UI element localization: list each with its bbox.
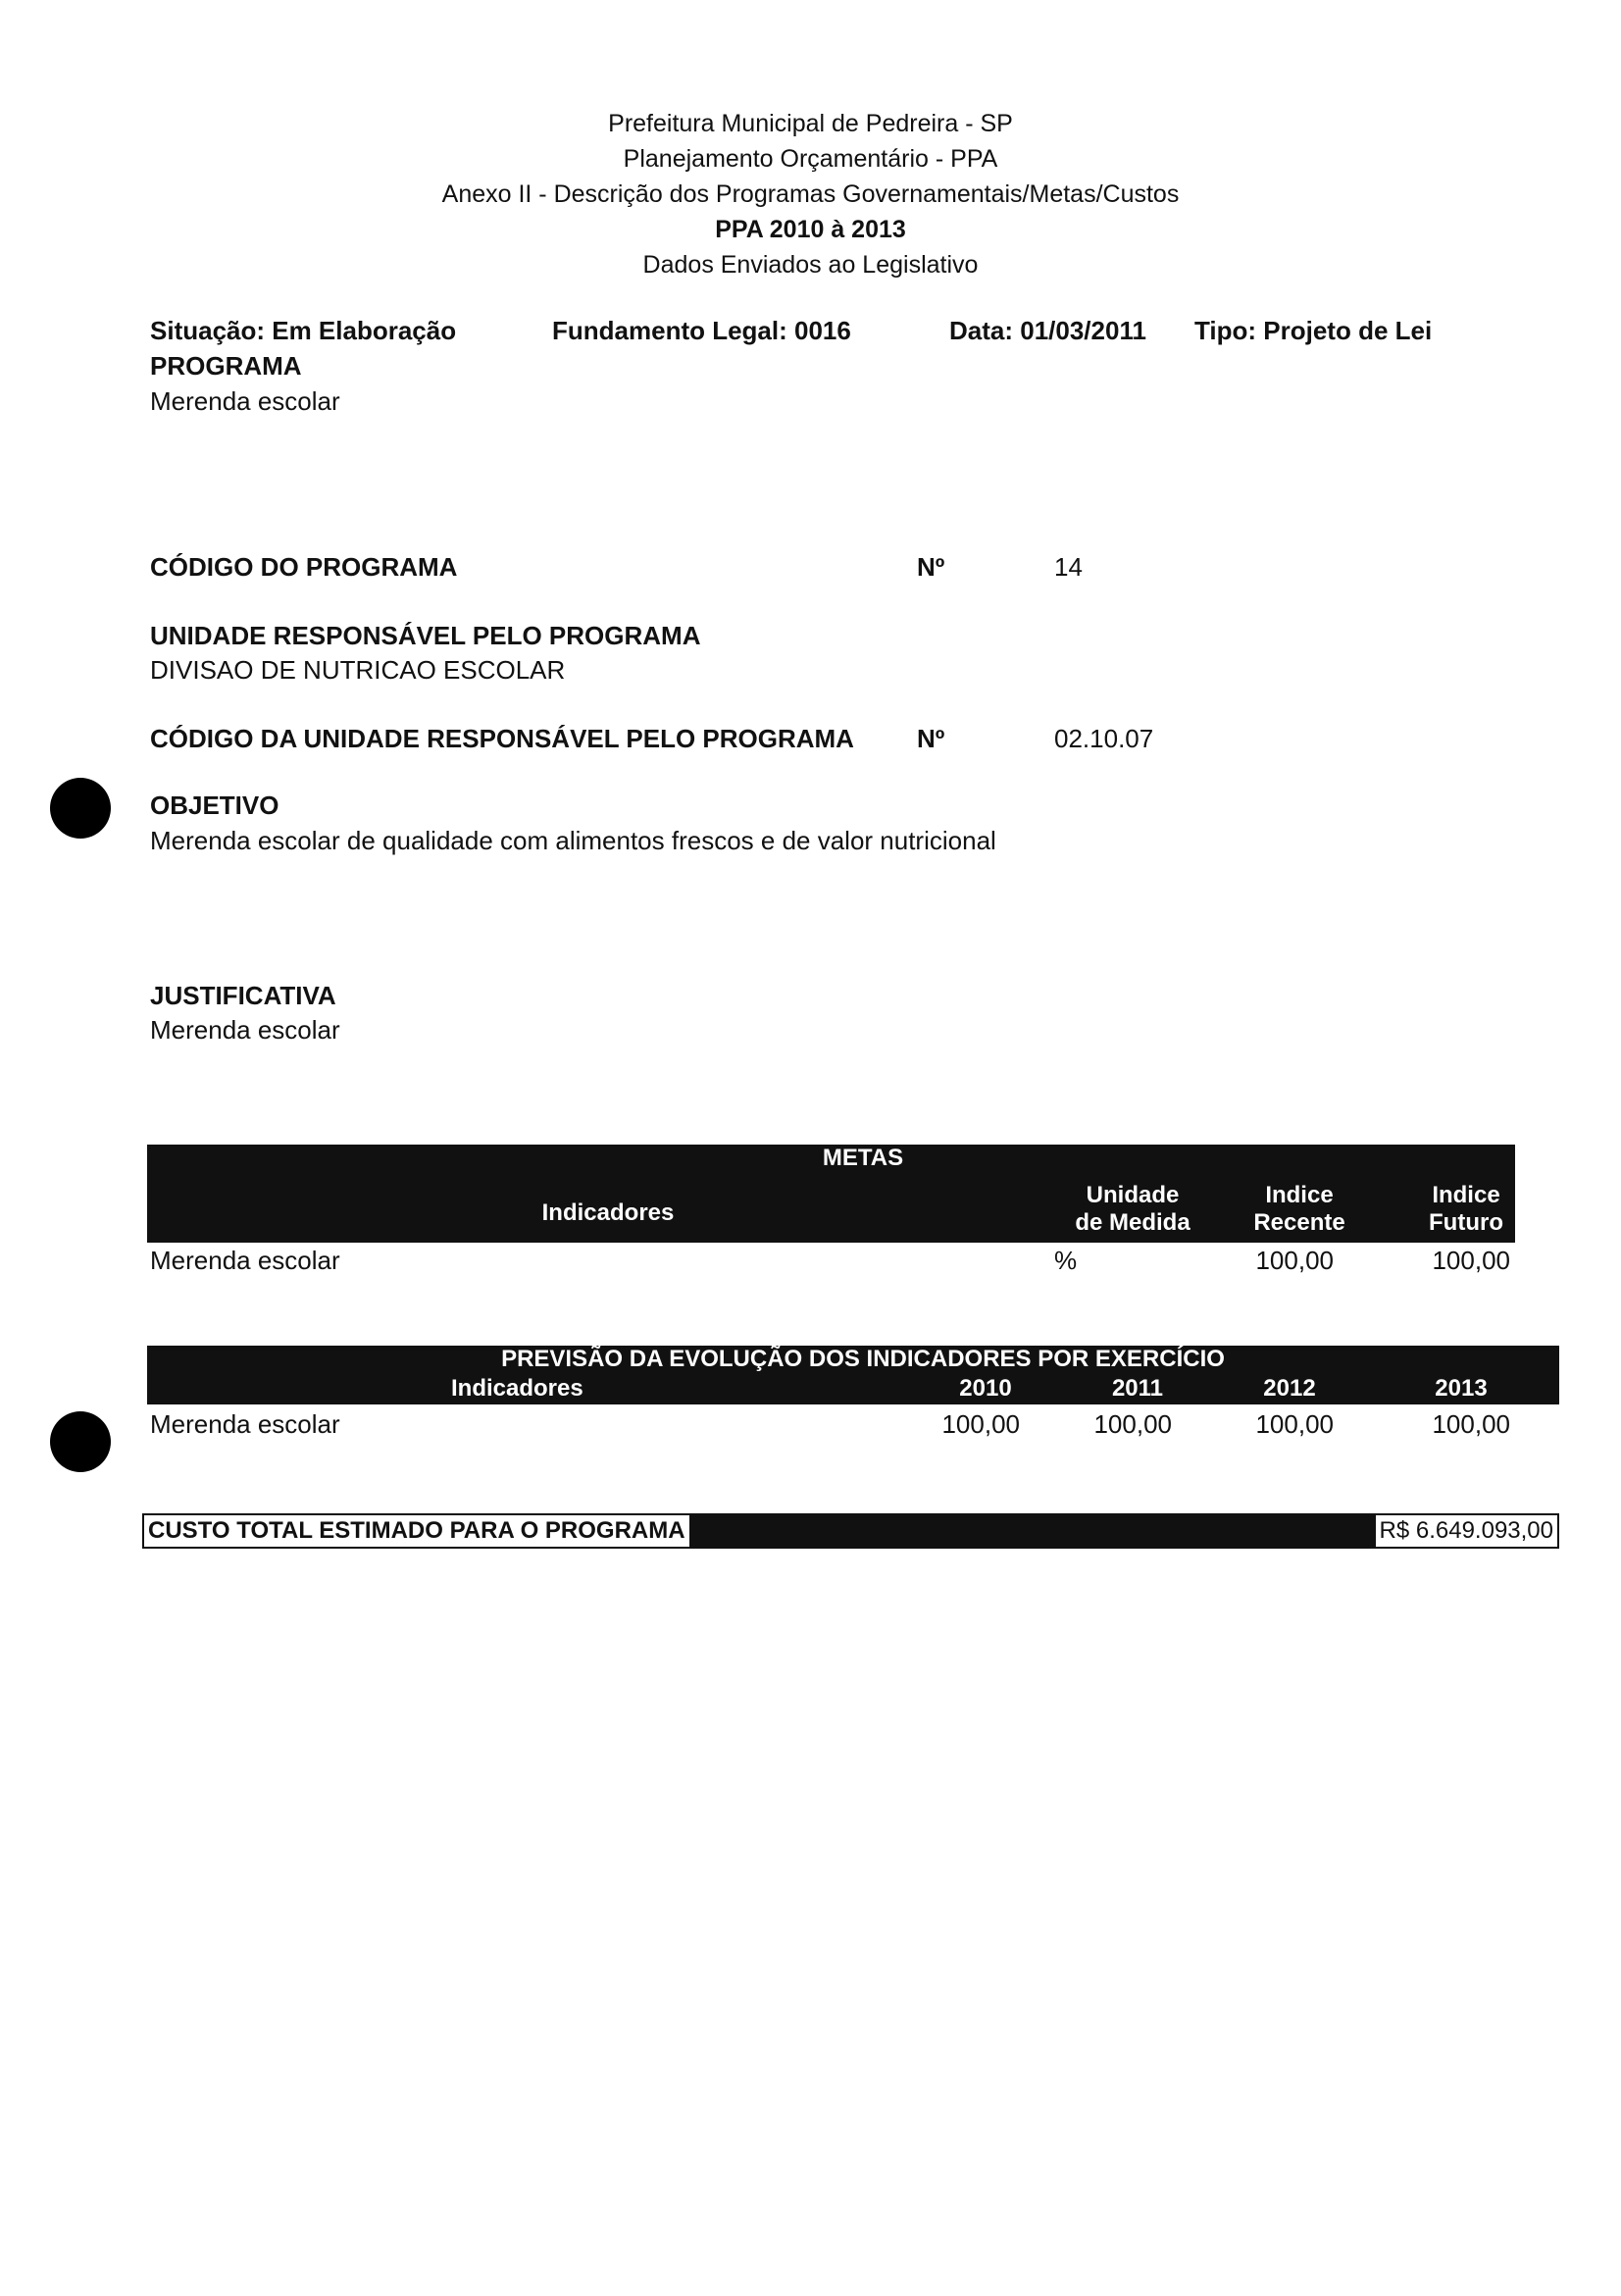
objetivo-value: Merenda escolar de qualidade com alimentos frescos e de valor nutricional [150,826,996,855]
unidade-responsavel-label: UNIDADE RESPONSÁVEL PELO PROGRAMA [150,621,701,650]
previsao-header-bar [147,1346,1559,1404]
codigo-unidade-no-label: Nº [917,724,945,753]
metas-col-unidade-line2: de Medida [1075,1209,1190,1236]
metas-col-recente-line2: Recente [1253,1209,1345,1236]
programa-value: Merenda escolar [150,386,340,416]
metas-row-recente: 100,00 [1255,1246,1334,1275]
justificativa-value: Merenda escolar [150,1015,340,1045]
previsao-col-2010: 2010 [959,1375,1012,1402]
header-prefeitura: Prefeitura Municipal de Pedreira - SP [608,110,1013,137]
header-ppa-period: PPA 2010 à 2013 [715,216,906,243]
previsao-row-2012: 100,00 [1255,1409,1334,1439]
previsao-row-2010: 100,00 [941,1409,1020,1439]
previsao-row-2013: 100,00 [1432,1409,1510,1439]
situacao-label: Situação: Em Elaboração [150,316,457,345]
metas-col-recente-line1: Indice [1265,1182,1334,1208]
punch-hole-bottom [50,1411,111,1472]
codigo-programa-no-label: Nº [917,552,945,582]
metas-row-futuro: 100,00 [1432,1246,1510,1275]
custo-total-value: R$ 6.649.093,00 [1374,1513,1559,1549]
metas-col-indicadores: Indicadores [541,1199,675,1226]
previsao-title: PREVISÃO DA EVOLUÇÃO DOS INDICADORES POR EXERCÍCIO [501,1346,1225,1372]
metas-row-indicador: Merenda escolar [150,1246,340,1275]
custo-total-bar [142,1513,1559,1549]
objetivo-label: OBJETIVO [150,791,279,820]
previsao-col-2011: 2011 [1111,1375,1164,1402]
previsao-col-indicadores: Indicadores [451,1375,583,1402]
previsao-row-indicador: Merenda escolar [150,1409,340,1439]
codigo-unidade-value: 02.10.07 [1054,724,1154,753]
previsao-col-2013: 2013 [1435,1375,1488,1402]
metas-col-unidade-line1: Unidade [1086,1182,1180,1208]
header-planejamento: Planejamento Orçamentário - PPA [623,145,998,173]
metas-row-unidade: % [1054,1246,1078,1275]
codigo-programa-value: 14 [1054,552,1083,582]
programa-label: PROGRAMA [150,351,302,381]
data-label: Data: 01/03/2011 [949,316,1146,345]
tipo-label: Tipo: Projeto de Lei [1194,316,1433,345]
fundamento-legal-label: Fundamento Legal: 0016 [552,316,851,345]
previsao-row-2011: 100,00 [1093,1409,1172,1439]
metas-col-futuro-line1: Indice [1432,1182,1500,1208]
custo-total-label: CUSTO TOTAL ESTIMADO PARA O PROGRAMA [142,1513,691,1549]
header-dados-enviados: Dados Enviados ao Legislativo [642,251,979,279]
metas-title: METAS [822,1145,904,1171]
metas-header-bar [147,1145,1515,1243]
previsao-col-2012: 2012 [1263,1375,1316,1402]
punch-hole-top [50,778,111,839]
codigo-unidade-label: CÓDIGO DA UNIDADE RESPONSÁVEL PELO PROGRAMA [150,724,854,753]
codigo-programa-label: CÓDIGO DO PROGRAMA [150,552,458,582]
metas-col-futuro-line2: Futuro [1429,1209,1503,1236]
unidade-responsavel-value: DIVISAO DE NUTRICAO ESCOLAR [150,655,566,685]
header-anexo: Anexo II - Descrição dos Programas Governamentais/Metas/Custos [441,180,1180,208]
justificativa-label: JUSTIFICATIVA [150,981,336,1010]
